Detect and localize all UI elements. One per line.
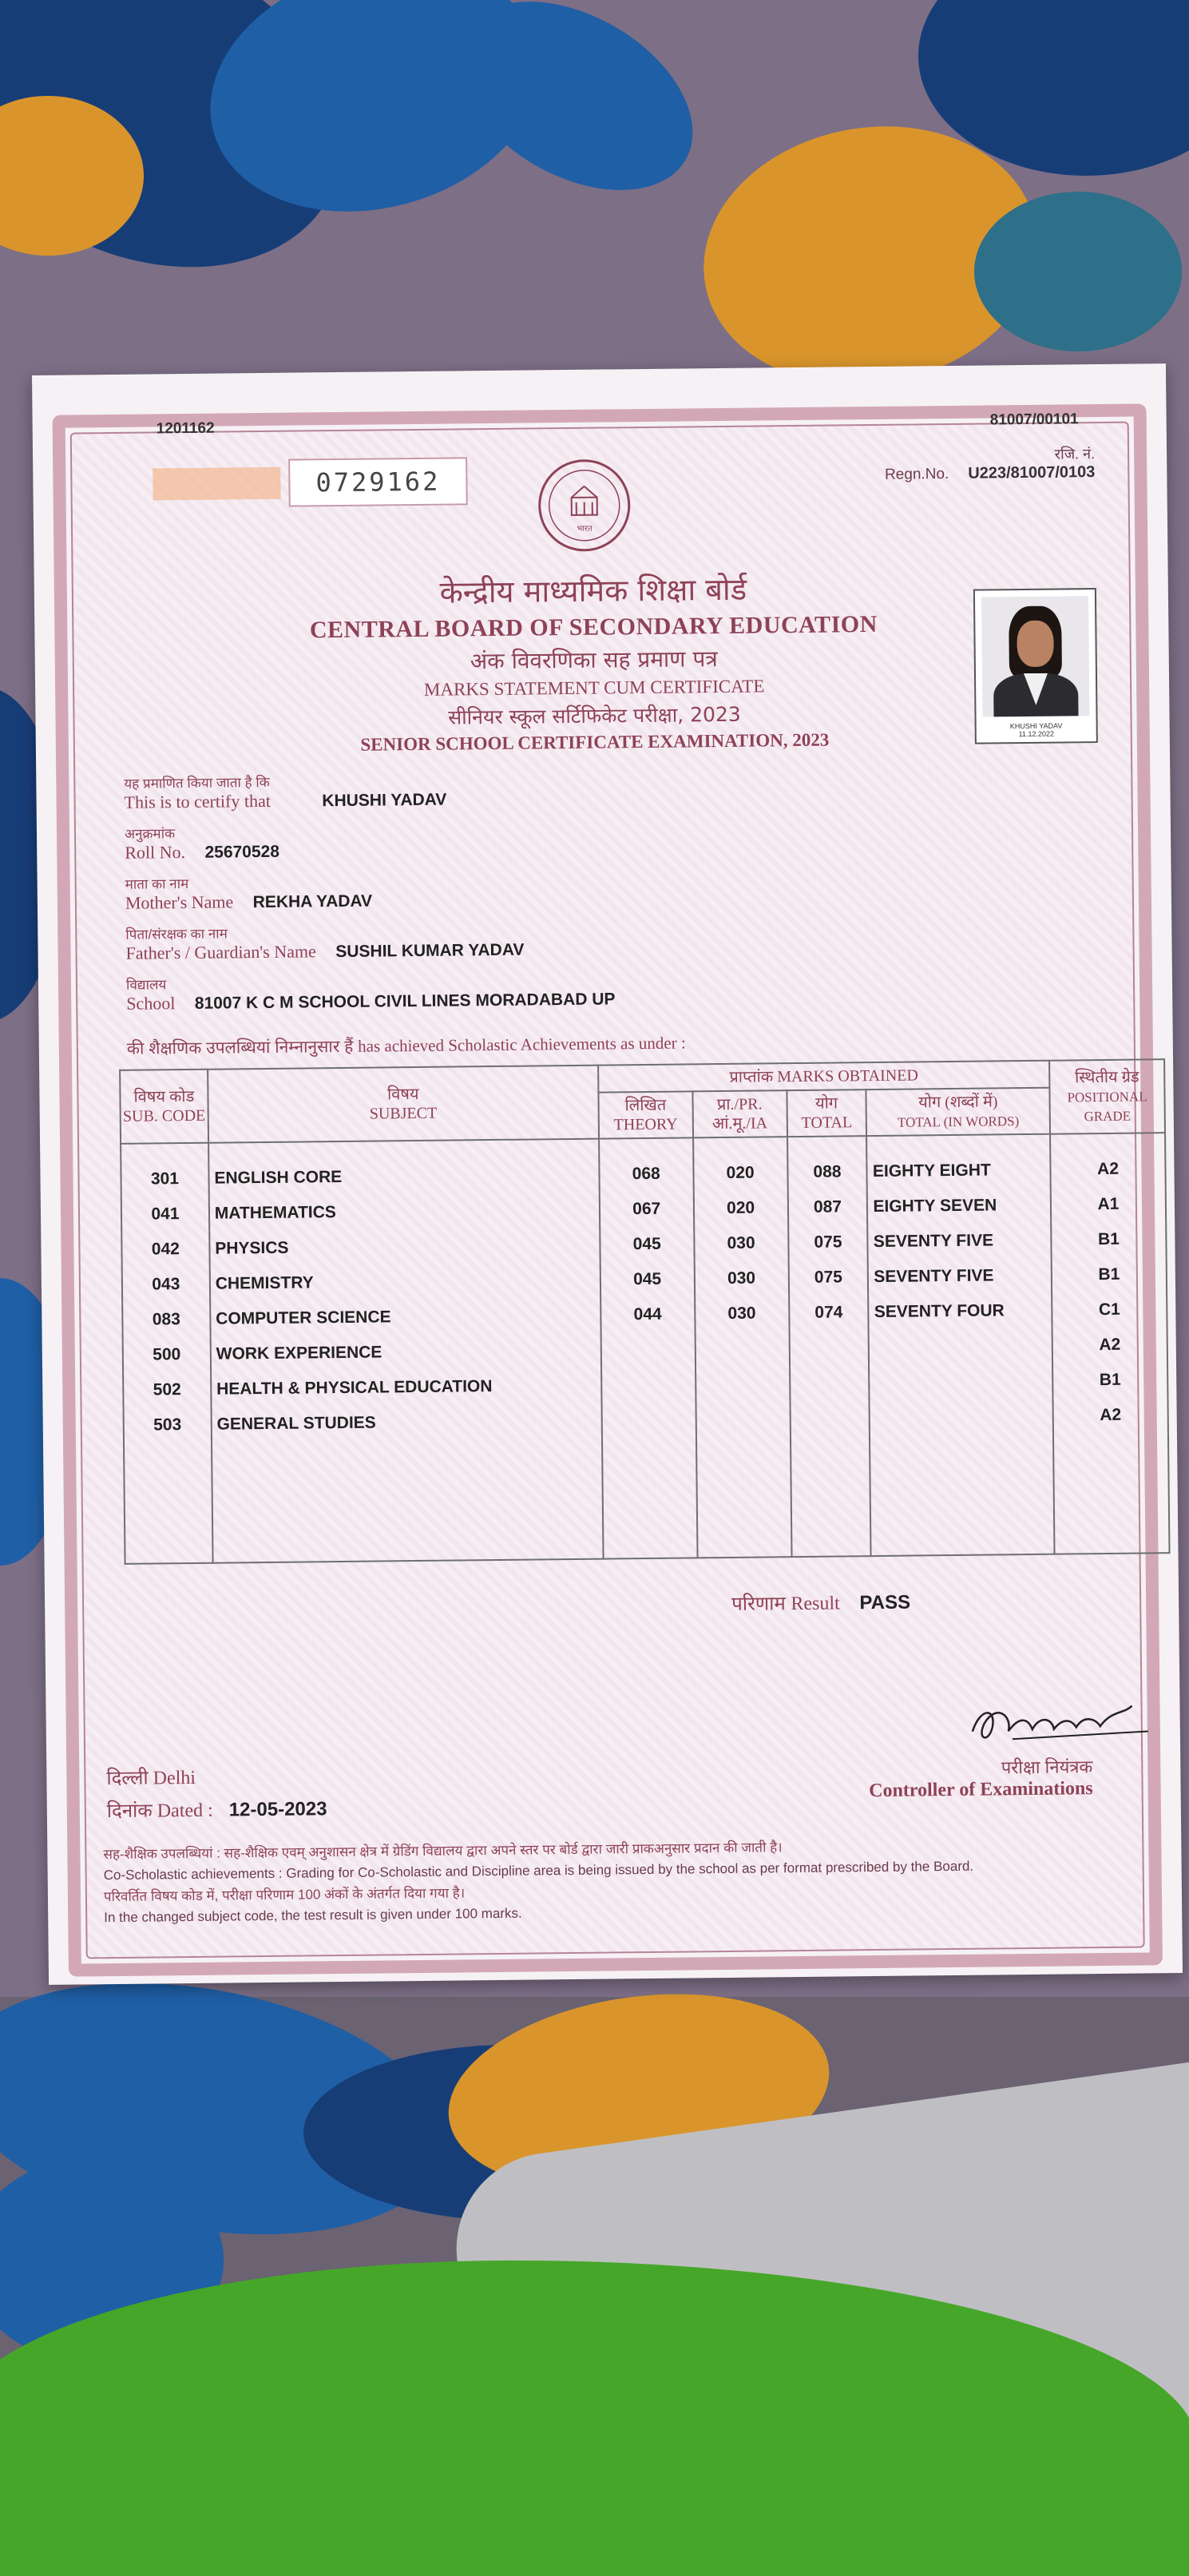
marks-table (119, 1058, 1170, 1565)
mother-name: REKHA YADAV (252, 891, 373, 912)
cell-total: 075 (788, 1224, 868, 1260)
cell-words (869, 1328, 1052, 1365)
cell-total: 074 (789, 1295, 869, 1331)
cell-words: SEVENTY FIVE (868, 1258, 1052, 1295)
cell-total: 075 (788, 1260, 868, 1296)
achievement-en: has achieved Scholastic Achievements as under : (358, 1033, 686, 1056)
table-spacer-row (124, 1432, 1170, 1564)
cell-theory (601, 1402, 696, 1438)
cell-theory: 068 (599, 1137, 694, 1192)
candidate-details (124, 765, 925, 1025)
cell-total (789, 1330, 869, 1366)
marks-obtained-header: प्राप्तांक MARKS OBTAINED (598, 1061, 1050, 1093)
school-label-hi: विद्यालय (125, 977, 167, 993)
board-name-hi: केन्द्रीय माध्यमिक शिक्षा बोर्ड (439, 571, 747, 610)
father-label-en: Father's / Guardian's Name (125, 941, 316, 963)
cell-grade: B1 (1052, 1256, 1167, 1293)
cell-pr: 020 (693, 1137, 788, 1191)
cell-words (870, 1399, 1053, 1435)
exam-name-en: SENIOR SCHOOL CERTIFICATE EXAMINATION, 2023 (360, 729, 830, 755)
col-grade-header: स्थितीय ग्रेड POSITIONAL GRADE (1049, 1059, 1165, 1134)
note-coscholastic-hi: सह-शैक्षिक उपलब्धियां : सह-शैक्षिक एवम् अनुशासन क्षेत्र में ग्रेडिंग विद्यालय द्वारा अपने स्तर पर बोर्ड द्वारा जारी प्राकअनुसार प्रदान की जाती है। (103, 1840, 783, 1863)
cell-words (869, 1363, 1052, 1400)
col-total-header: योग TOTAL (787, 1090, 866, 1137)
cell-words: EIGHTY EIGHT (866, 1134, 1050, 1189)
cbse-seal-icon (536, 457, 632, 554)
top-left-code: 1201162 (156, 419, 215, 438)
cell-theory: 045 (600, 1261, 694, 1297)
certify-label-en: This is to certify that (124, 790, 271, 812)
board-name-en: CENTRAL BOARD OF SECONDARY EDUCATION (309, 610, 878, 644)
cell-total (790, 1400, 870, 1436)
school-row (126, 966, 925, 1025)
col-theory-header: लिखित THEORY (598, 1091, 692, 1138)
cell-pr: 030 (694, 1225, 788, 1261)
father-name: SUSHIL KUMAR YADAV (335, 940, 525, 962)
cell-subject: MATHEMATICS (209, 1193, 600, 1232)
note-coscholastic-en: Co-Scholastic achievements : Grading for Co-Scholastic and Discipline area is being issued by the school as per format prescribed by the Board. (103, 1859, 974, 1883)
mother-label-hi: माता का नाम (125, 875, 189, 892)
note-changed-code-hi: परिवर्तित विषय कोड में, परीक्षा परिणाम 100 अंकों के अंतर्गत दिया गया है। (103, 1885, 466, 1904)
cell-pr: 030 (694, 1260, 788, 1296)
regn-label-hi: रजि. नं. (1054, 446, 1096, 462)
regn-label-en: Regn.No. (884, 465, 949, 483)
marks-certificate (32, 363, 1183, 1985)
cell-grade: C1 (1052, 1292, 1167, 1328)
document-title-en: MARKS STATEMENT CUM CERTIFICATE (423, 676, 765, 700)
top-right-code: 81007/00101 (989, 411, 1079, 429)
achievement-hi: की शैक्षणिक उपलब्धियां निम्नानुसार हैं (126, 1037, 354, 1058)
cell-code: 502 (123, 1372, 211, 1408)
cell-pr (696, 1366, 790, 1402)
cell-words: SEVENTY FIVE (868, 1223, 1052, 1260)
cell-grade: B1 (1051, 1221, 1166, 1258)
cell-total: 088 (787, 1136, 868, 1190)
seal-text: भारत (577, 524, 593, 534)
dated-en: Dated : (157, 1800, 213, 1822)
cell-grade: A2 (1050, 1133, 1166, 1188)
cell-total (790, 1365, 870, 1401)
cell-subject: GENERAL STUDIES (211, 1403, 601, 1443)
controller-en: Controller of Examinations (869, 1778, 1093, 1802)
cell-code: 043 (122, 1267, 210, 1303)
note-changed-code-en: In the changed subject code, the test result is given under 100 marks. (104, 1905, 522, 1926)
col-pr-header: प्रा./PR. आं.मू./IA (692, 1090, 787, 1137)
controller-block (869, 1754, 1093, 1802)
cell-code: 503 (124, 1407, 212, 1443)
issue-date: 12-05-2023 (228, 1798, 327, 1821)
school-label-en: School (126, 993, 176, 1014)
cell-theory: 045 (600, 1226, 694, 1262)
father-row (125, 916, 925, 974)
place-date-block (106, 1762, 327, 1824)
cell-subject: ENGLISH CORE (208, 1139, 600, 1197)
cell-pr (695, 1331, 789, 1367)
cell-grade: A2 (1052, 1327, 1167, 1363)
cell-subject: WORK EXPERIENCE (210, 1333, 600, 1372)
mother-label-en: Mother's Name (125, 891, 234, 913)
registration (885, 444, 1096, 484)
col-code-header: विषय कोड SUB. CODE (120, 1070, 208, 1144)
photo-date: 11.12.2022 (1018, 729, 1055, 739)
cell-code: 083 (122, 1302, 210, 1338)
cell-theory (600, 1332, 695, 1367)
cell-words: EIGHTY SEVEN (867, 1188, 1051, 1224)
cell-total: 087 (787, 1189, 867, 1225)
footnotes (103, 1834, 1142, 1929)
result-label-hi: परिणाम (731, 1593, 786, 1615)
result-value: PASS (859, 1591, 911, 1614)
cell-subject: PHYSICS (209, 1228, 600, 1267)
cell-pr: 020 (693, 1190, 787, 1226)
roll-number: 25670528 (204, 842, 280, 862)
certificate-heading (274, 566, 914, 756)
serial-strip (153, 467, 280, 501)
cell-theory: 044 (600, 1296, 695, 1332)
cell-subject: HEALTH & PHYSICAL EDUCATION (211, 1368, 601, 1407)
controller-hi: परीक्षा नियंत्रक (1001, 1756, 1093, 1778)
candidate-name: KHUSHI YADAV (322, 790, 447, 811)
cell-code: 301 (121, 1143, 209, 1197)
result (731, 1589, 910, 1617)
cell-code: 041 (121, 1197, 209, 1232)
result-label-en: Result (791, 1593, 840, 1615)
place-en: Delhi (153, 1767, 196, 1789)
cell-subject: CHEMISTRY (210, 1263, 600, 1302)
mother-row (125, 866, 925, 924)
cell-grade: A2 (1053, 1397, 1168, 1434)
photo-caption: KHUSHI YADAV (1009, 721, 1063, 731)
cell-subject: COMPUTER SCIENCE (210, 1298, 600, 1337)
place-hi: दिल्ली (106, 1768, 149, 1790)
father-label-hi: पिता/संरक्षक का नाम (125, 926, 228, 943)
serial-number: 0729162 (288, 457, 468, 506)
certify-label-hi: यह प्रमाणित किया जाता है कि (124, 774, 270, 792)
roll-row (125, 816, 924, 874)
controller-signature-icon (964, 1681, 1156, 1756)
col-words-header: योग (शब्दों में) TOTAL (IN WORDS) (866, 1088, 1050, 1136)
cell-grade: A1 (1051, 1186, 1166, 1223)
exam-name-hi: सीनियर स्कूल सर्टिफिकेट परीक्षा, 2023 (448, 702, 741, 729)
cell-code: 500 (123, 1337, 211, 1373)
cell-pr (696, 1401, 790, 1437)
roll-label-en: Roll No. (125, 842, 186, 863)
regn-value: U223/81007/0103 (968, 463, 1096, 482)
cell-theory: 067 (600, 1191, 694, 1227)
cell-code: 042 (121, 1232, 209, 1268)
cell-theory (601, 1367, 696, 1403)
col-subject-header: विषय SUBJECT (208, 1066, 599, 1143)
cell-words: SEVENTY FOUR (869, 1293, 1052, 1330)
candidate-photo (973, 588, 1098, 744)
document-title-hi: अंक विवरणिका सह प्रमाण पत्र (470, 645, 718, 675)
dated-hi: दिनांक (106, 1800, 153, 1823)
cell-grade: B1 (1052, 1362, 1167, 1399)
roll-label-hi: अनुक्रमांक (124, 826, 176, 842)
cell-pr: 030 (695, 1296, 789, 1332)
candidate-name-row (124, 765, 923, 824)
school-name: 81007 K C M SCHOOL CIVIL LINES MORADABAD UP (194, 990, 616, 1013)
